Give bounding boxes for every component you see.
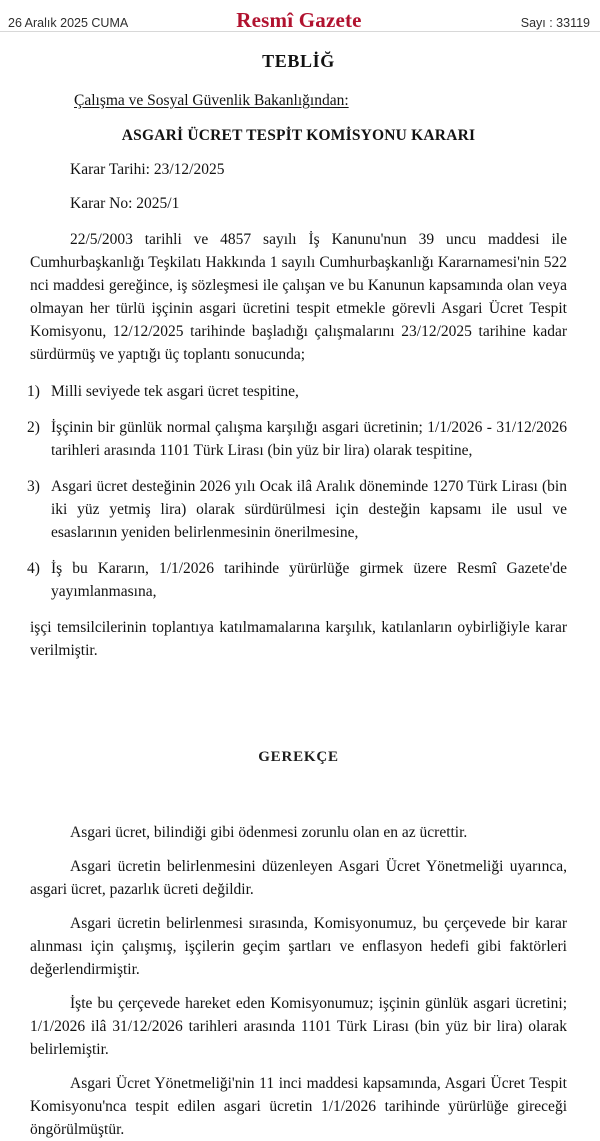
document-body [0, 51, 600, 1141]
rationale-paragraph-4: İşte bu çerçevede hareket eden Komisyonumuz; işçinin günlük asgari ücretini; 1/1/2026 ilâ 31/12/2026 tarihleri arasında 1101 Türk Lirası (bin yüz bir lira) olarak belirlemiştir. [30, 995, 567, 1058]
decision-title: ASGARİ ÜCRET TESPİT KOMİSYONU KARARI [121, 127, 476, 144]
intro-paragraph: 22/5/2003 tarihli ve 4857 sayılı İş Kanunu'nun 39 uncu maddesi ile Cumhurbaşkanlığı Teşkilatı Hakkında 1 sayılı Cumhurbaşkanlığı Kararnamesi'nin 522 nci maddesi gereğince, iş sözleşmesi ile çalışan ve bu Kanunun kapsamında olan veya olmayan her türlü işçinin asgari ücretini tespit etmekle görevli Asgari Ücret Tespit Komisyonu, 12/12/2025 tarihinde başladığı çalışmalarını 23/12/2025 tarihine kadar sürdürmüş ve yaptığı üç toplantı sonucunda; [30, 231, 567, 363]
decision-number: Karar No: 2025/1 [70, 195, 180, 212]
gazette-issue-number: Sayı : 33119 [520, 16, 590, 30]
rationale-paragraph-3: Asgari ücretin belirlenmesi sırasında, Komisyonumuz, bu çerçevede bir karar alınması için çalışmış, işçilerin geçim şartları ve enflasyon hedefi gibi faktörleri değerlendirmiştir. [30, 915, 567, 978]
decision-item-4-number: 4) [27, 560, 40, 577]
issuing-ministry: Çalışma ve Sosyal Güvenlik Bakanlığından: [74, 92, 349, 109]
gazette-date: 26 Aralık 2025 CUMA [8, 16, 129, 30]
decision-item-4 [27, 557, 567, 603]
decision-item-2 [27, 416, 567, 462]
decision-item-2-number: 2) [27, 419, 40, 436]
closing-paragraph: işçi temsilcilerinin toplantıya katılmamalarına karşılık, katılanların oybirliğiyle karar verilmiştir. [30, 619, 567, 659]
rationale-heading: GEREKÇE [258, 749, 339, 765]
gazette-masthead [0, 0, 600, 31]
rationale-paragraph-2: Asgari ücretin belirlenmesini düzenleyen Asgari Ücret Yönetmeliği uyarınca, asgari ücret, pazarlık ücreti değildir. [30, 858, 567, 898]
decision-item-1-text: Milli seviyede tek asgari ücret tespitine, [51, 383, 299, 400]
decision-item-3-number: 3) [27, 478, 40, 495]
decision-item-3-text: Asgari ücret desteğinin 2026 yılı Ocak ilâ Aralık döneminde 1270 Türk Lirası (bin iki yüz yetmiş lira) olarak sürdürülmesi için desteğin kapsamı ile usul ve esaslarının yeniden belirlenmesinin önerilmesine, [51, 478, 567, 541]
decision-item-1-number: 1) [27, 383, 40, 400]
decision-date: Karar Tarihi: 23/12/2025 [70, 161, 225, 178]
gazette-title: Resmî Gazete [236, 8, 362, 32]
decision-item-1 [27, 380, 567, 403]
decision-item-2-text: İşçinin bir günlük normal çalışma karşılığı asgari ücretinin; 1/1/2026 - 31/12/2026 tarihleri arasında 1101 Türk Lirası (bin yüz bir lira) olarak tespitine, [51, 419, 567, 459]
decision-item-3 [27, 475, 567, 544]
section-heading: TEBLİĞ [262, 51, 335, 71]
rationale-paragraph-5: Asgari Ücret Yönetmeliği'nin 11 inci maddesi kapsamında, Asgari Ücret Tespit Komisyonu'nca tespit edilen asgari ücretin 1/1/2026 tarihinde yürürlüğe gireceği öngörülmüştür. [30, 1075, 567, 1138]
rationale-paragraph-1: Asgari ücret, bilindiği gibi ödenmesi zorunlu olan en az ücrettir. [70, 824, 468, 841]
decision-item-4-text: İş bu Kararın, 1/1/2026 tarihinde yürürlüğe girmek üzere Resmî Gazete'de yayımlanmasına, [51, 560, 567, 600]
decision-items-list [27, 380, 567, 603]
